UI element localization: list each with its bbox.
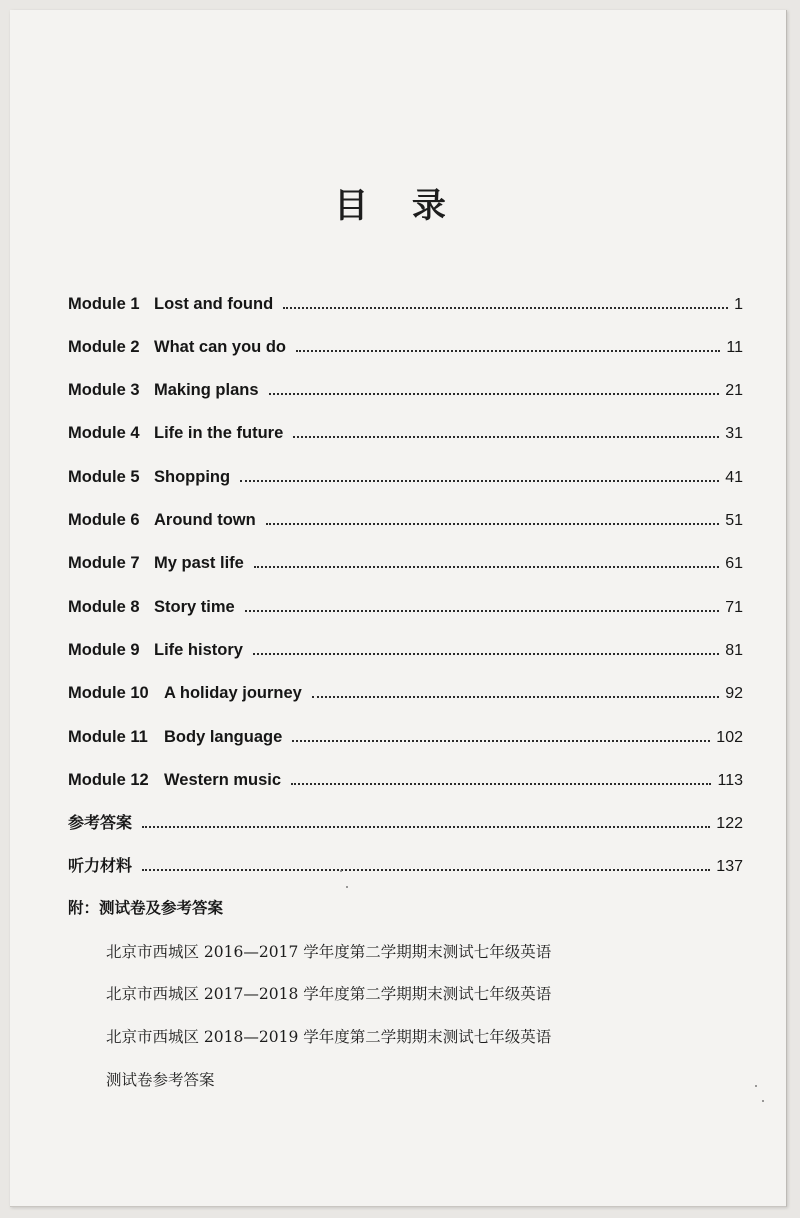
toc-entry-module-9[interactable] xyxy=(68,632,743,660)
dot-leader xyxy=(312,696,719,698)
module-number: Module 9 xyxy=(68,641,140,659)
module-number: Module 12 xyxy=(68,771,149,789)
toc-entry-listening[interactable] xyxy=(68,848,743,876)
section-title: 参考答案 xyxy=(68,813,133,832)
dot-leader xyxy=(240,480,719,482)
appendix-heading: 附：测试卷及参考答案 xyxy=(68,899,224,917)
module-title: Western music xyxy=(164,771,282,789)
module-title: Body language xyxy=(164,728,283,746)
toc-entry-module-7[interactable] xyxy=(68,545,743,573)
dot-leader xyxy=(269,393,720,395)
page-number: 51 xyxy=(725,512,743,529)
module-title: A holiday journey xyxy=(164,684,302,702)
dot-leader xyxy=(142,826,710,828)
dot-leader xyxy=(253,653,719,655)
toc-entry-module-5[interactable] xyxy=(68,459,743,487)
document-page xyxy=(10,10,787,1207)
module-title: Story time xyxy=(154,598,235,616)
dot-leader xyxy=(296,350,720,352)
dot-leader xyxy=(283,307,728,309)
page-number: 81 xyxy=(725,642,743,659)
module-title: Shopping xyxy=(154,468,231,486)
module-number: Module 10 xyxy=(68,684,149,702)
toc-entry-module-3[interactable] xyxy=(68,372,743,400)
module-title: Life history xyxy=(154,641,243,659)
appendix-item-2018[interactable]: 北京市西城区 2017—2018 学年度第二学期期末测试七年级英语 xyxy=(106,985,552,1003)
module-title: My past life xyxy=(154,554,244,572)
toc-entry-module-8[interactable] xyxy=(68,589,743,617)
module-number: Module 6 xyxy=(68,511,140,529)
page-number: 41 xyxy=(725,469,743,486)
appendix-item-2017[interactable]: 北京市西城区 2016—2017 学年度第二学期期末测试七年级英语 xyxy=(106,943,552,961)
dot-leader xyxy=(291,783,711,785)
page-number: 137 xyxy=(716,858,743,875)
dot-leader xyxy=(245,610,720,612)
appendix-item-2019[interactable]: 北京市西城区 2018—2019 学年度第二学期期末测试七年级英语 xyxy=(106,1028,552,1046)
toc-entry-answers[interactable] xyxy=(68,805,743,833)
page-number: 31 xyxy=(725,425,743,442)
module-number: Module 4 xyxy=(68,424,140,442)
page-number: 92 xyxy=(725,685,743,702)
dot-leader xyxy=(254,566,719,568)
module-title: Around town xyxy=(154,511,256,529)
paper-speck xyxy=(340,870,342,872)
toc-entry-module-6[interactable] xyxy=(68,502,743,530)
page-number: 102 xyxy=(716,729,743,746)
toc-entry-module-4[interactable] xyxy=(68,415,743,443)
section-title: 听力材料 xyxy=(68,856,133,875)
module-title: Life in the future xyxy=(154,424,284,442)
paper-speck xyxy=(762,1100,764,1102)
module-title: Lost and found xyxy=(154,295,274,313)
toc-title: 目 录 xyxy=(334,186,462,226)
page-number: 61 xyxy=(725,555,743,572)
module-title: What can you do xyxy=(154,338,286,356)
module-number: Module 5 xyxy=(68,468,140,486)
toc-entry-module-1[interactable] xyxy=(68,286,743,314)
page-number: 11 xyxy=(726,339,743,356)
page-number: 21 xyxy=(725,382,743,399)
paper-speck xyxy=(346,886,348,888)
module-number: Module 1 xyxy=(68,295,140,313)
page-number: 1 xyxy=(734,296,743,313)
toc-entry-module-10[interactable] xyxy=(68,675,743,703)
module-number: Module 2 xyxy=(68,338,140,356)
dot-leader xyxy=(266,523,719,525)
dot-leader xyxy=(142,869,710,871)
module-title: Making plans xyxy=(154,381,259,399)
page-number: 122 xyxy=(716,815,743,832)
toc-entry-module-2[interactable] xyxy=(68,329,743,357)
dot-leader xyxy=(293,436,719,438)
module-number: Module 8 xyxy=(68,598,140,616)
module-number: Module 7 xyxy=(68,554,140,572)
toc-entry-module-12[interactable] xyxy=(68,762,743,790)
toc-entry-module-11[interactable] xyxy=(68,719,743,747)
module-number: Module 11 xyxy=(68,728,148,746)
page-number: 113 xyxy=(717,772,743,789)
dot-leader xyxy=(292,740,710,742)
appendix-item-answers[interactable]: 测试卷参考答案 xyxy=(106,1071,215,1089)
page-number: 71 xyxy=(725,599,743,616)
module-number: Module 3 xyxy=(68,381,140,399)
paper-speck xyxy=(755,1085,757,1087)
